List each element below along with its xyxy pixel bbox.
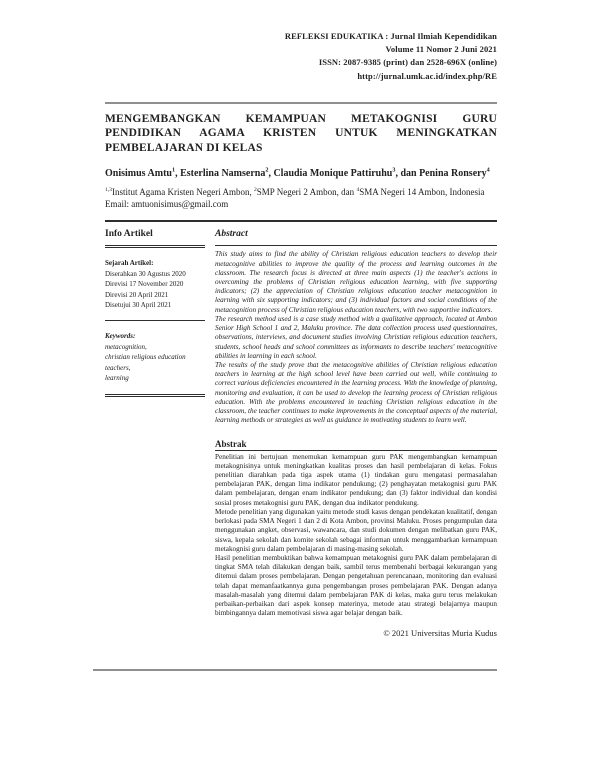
author-affil-ref-3: 3: [392, 166, 396, 174]
history-item-submitted: Diserahkan 30 Agustus 2020: [105, 269, 186, 278]
author-name-3: [268, 168, 395, 179]
author-text-3: , Claudia Monique Pattiruhu: [268, 168, 393, 180]
affil-ref-2: 2: [253, 186, 257, 193]
affiliations-line: [105, 187, 497, 199]
journal-issn: ISSN: 2087-9385 (print) dan 2528-696X (online): [318, 57, 497, 68]
affil-text-3: SMA Negeri 14 Ambon, Indonesia: [359, 186, 485, 197]
affil-ref-1: 1,3: [105, 186, 112, 193]
author-affil-ref-2: 2: [265, 166, 269, 174]
abstract-id-heading: Abstrak: [215, 439, 497, 451]
article-info-column: [105, 229, 205, 638]
info-artikel-heading: Info Artikel: [105, 229, 153, 240]
abstract-column: [215, 229, 497, 638]
keyword-line-4: learning: [105, 374, 129, 383]
abstract-id-paragraph-2: Metode penelitian yang digunakan yaitu metode studi kasus dengan pendekatan kualitatif, dengan berlokasi pada SMA Negeri 1 dan 2 di Kota Ambon, provinsi Maluku. Proses pengumpulan data menggunakan angket, observasi, wawancara, dan studi dokumen dengan melibatkan guru PAK, siswa, kepala sekolah dan komite sekolah sebagai informan untuk menggambarkan kemampuan metakognisi guru dalam pembelajaran di masing-masing sekolah.: [215, 507, 497, 553]
keywords-top-divider: [105, 320, 205, 322]
two-column-area: [105, 229, 497, 638]
abstract-en-heading: Abstract: [215, 229, 248, 240]
affil-ref-3: 4: [356, 186, 360, 193]
author-name-4: [395, 168, 489, 179]
author-name-1: [105, 168, 175, 179]
info-artikel-divider: [105, 245, 205, 248]
author-affil-ref-1: 1: [171, 166, 176, 174]
info-column-bottom-divider: [105, 394, 205, 397]
abstract-en-paragraph-3: The results of the study prove that the metacognitive abilities of Christian religious education teachers in learning at the high school level have been carried out well, while continuing to correct various deficiencies encountered in the learning process. With the knowledge of planning, monitoring and evaluation, it can be used to develop the learning process of Christian religious education. With the problems encountered in teaching Christian religious education in the classroom, the teacher continues to make improvements in the conceptual aspects of the material, learning methods or strategies as well as guidance in motivating students to learn well.: [215, 361, 497, 425]
affil-text-1: Institut Agama Kristen Negeri Ambon,: [111, 186, 254, 197]
author-text-2: , Esterlina Namserna: [175, 168, 266, 180]
keywords-heading: Keywords:: [105, 332, 136, 341]
author-text-4: , dan Penina Ronsery: [395, 168, 487, 180]
abstract-en-paragraph-1: This study aims to find the ability of Christian religious education teachers to develop their metacognitive abilities to improve the quality of the process and learning outcomes in the classroom. The research focus is directed at three main aspects (1) the teacher's actions in overcoming the problems of Christian religious education learning, with five supporting indicators; (2) the appreciation of Christian religious education teacher metacognition in learning with six supporting indicators; and (3) individual factors and social conditions of the metacognition process of Christian religious education teachers, with two supportive indicators.: [215, 250, 497, 314]
abstract-id-paragraph-1: Penelitian ini bertujuan menemukan kemampuan guru PAK mengembangkan kemampuan metakognisinya untuk meningkatkan kualitas proses dan hasil pembelajaran di kelas. Fokus penelitian diarahkan pada tiga aspek utama (1) tindakan guru mengatasi permasalahan pembelajaran PAK, dengan lima indikator pendukung; (2) penghayatan metakognisi guru PAK dalam pembelajaran, dengan enam indikator pendukung; dan (3) faktor individual dan kondisi sosial proses metakognisi guru PAK, dengan dua indikator pendukung.: [215, 452, 497, 507]
keyword-line-1: metacognition,: [105, 342, 147, 351]
info-section-top-divider: [105, 220, 497, 222]
paper-title: MENGEMBANGKAN KEMAMPUAN METAKOGNISI GURU PENDIDIKAN AGAMA KRISTEN UNTUK MENINGKATKAN PEMBELAJARAN DI KELAS: [105, 112, 497, 154]
journal-header: [105, 30, 497, 83]
email-line: Email: amtuonisimus@gmail.com: [105, 198, 229, 209]
page-content: [105, 30, 497, 638]
article-history-heading: Sejarah Artikel:: [105, 259, 154, 268]
author-name-2: [175, 168, 268, 179]
journal-name: REFLEKSI EDUKATIKA : Jurnal Ilmiah Kependidikan: [284, 31, 497, 41]
history-item-revised-1: Direvisi 17 November 2020: [105, 280, 184, 289]
author-text-1: Onisimus Amtu: [105, 168, 172, 180]
abstract-heading-divider: [215, 245, 497, 246]
keyword-line-3: teachers,: [105, 363, 131, 372]
journal-url: http://jurnal.umk.ac.id/index.php/RE: [357, 70, 497, 81]
author-affil-ref-4: 4: [486, 166, 490, 174]
footer-divider: [93, 669, 497, 671]
history-item-accepted: Disetujui 30 April 2021: [105, 301, 172, 310]
affil-text-2: SMP Negeri 2 Ambon, dan: [256, 186, 357, 197]
copyright-notice: © 2021 Universitas Muria Kudus: [383, 628, 497, 639]
journal-volume-issue: Volume 11 Nomor 2 Juni 2021: [385, 44, 497, 55]
authors-line: [105, 167, 497, 181]
keyword-line-2: christian religious education: [105, 353, 186, 362]
abstract-en-paragraph-2: The research method used is a case study method with a qualitative approach, located at Ambon Senior High School 1 and 2, Maluku province. The data collection process used questionnaires, observations, interviews, and document studies involving Christian religious education teachers, students, school heads and school committees as informants to describe teachers' metacognitive abilities in learning in each school.: [215, 314, 497, 360]
abstract-id-paragraph-3: Hasil penelitian membuktikan bahwa kemampuan metakognisi guru PAK dalam pembelajaran di tingkat SMA telah dilakukan dengan baik, sambil terus membenahi berbagai kekurangan yang ditemui dalam proses pembelajaran. Dengan pengetahuan perencanaan, monitoring dan evaluasi telah dapat memanfaatkannya guna pengembangan proses pembelajaran PAK. Dengan adanya masalah-masalah yang ditemui dalam pembelajaran PAK di kelas, maka guru terus melakukan perbaikan-perbaikan dari aspek konsep materinya, metode atau strategi belajarnya maupun bimbingannya dalam memotivasi siswa agar belajar dengan baik.: [215, 553, 497, 618]
title-top-divider: [105, 102, 497, 104]
history-item-revised-2: Direvisi 20 April 2021: [105, 290, 169, 299]
